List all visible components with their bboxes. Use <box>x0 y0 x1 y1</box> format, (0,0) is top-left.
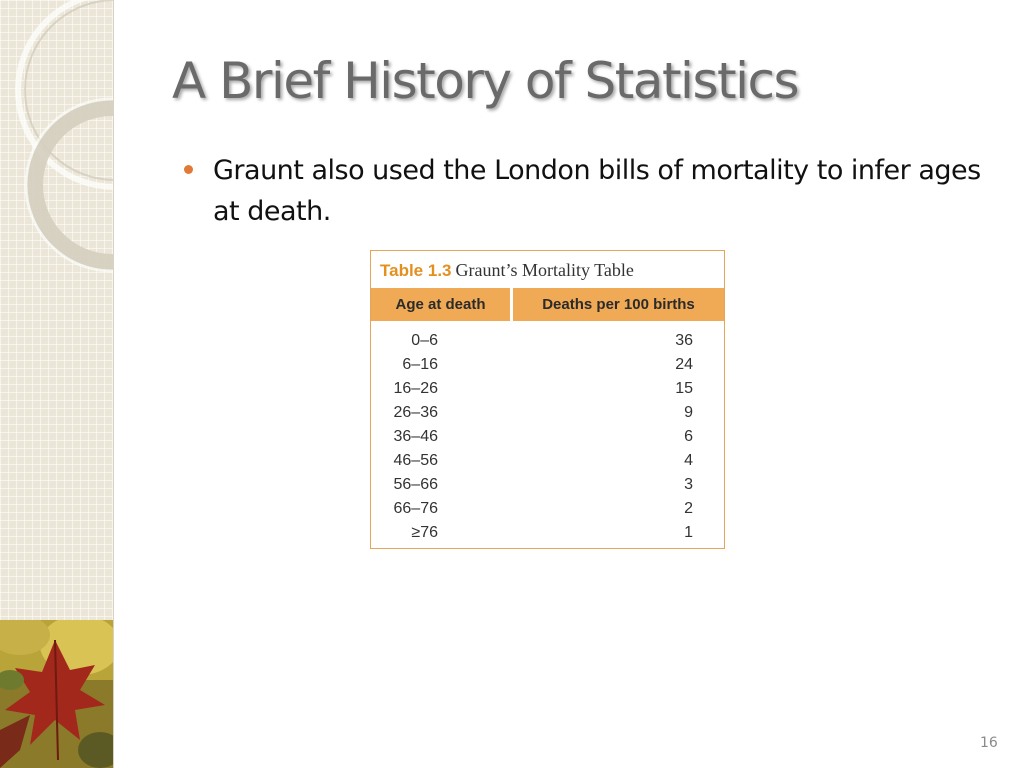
deaths-cell: 3 <box>684 476 693 493</box>
age-cell: ≥76 <box>411 524 438 541</box>
table-row <box>371 497 724 521</box>
age-cell: 36–46 <box>393 428 438 445</box>
deaths-cell: 2 <box>684 500 693 517</box>
deaths-cell: 6 <box>684 428 693 445</box>
age-cell: 26–36 <box>393 404 438 421</box>
slide-page-number: 16 <box>980 735 998 751</box>
mortality-table <box>370 250 725 549</box>
header-age-at-death: Age at death <box>371 288 513 321</box>
table-caption <box>380 260 634 281</box>
deaths-cell: 36 <box>675 332 693 349</box>
autumn-leaves-image <box>0 620 113 768</box>
header-deaths-per-100-births: Deaths per 100 births <box>542 296 695 313</box>
table-number: Table 1.3 <box>380 261 452 280</box>
table-row <box>371 473 724 497</box>
deaths-cell: 9 <box>684 404 693 421</box>
table-row <box>371 353 724 377</box>
age-cell: 56–66 <box>393 476 438 493</box>
table-row <box>371 521 724 545</box>
age-cell: 66–76 <box>393 500 438 517</box>
age-cell: 0–6 <box>411 332 438 349</box>
table-header-row <box>371 288 724 321</box>
deaths-cell: 24 <box>675 356 693 373</box>
bullet-text: Graunt also used the London bills of mortality to infer ages at death. <box>213 155 981 227</box>
age-cell: 46–56 <box>393 452 438 469</box>
table-row <box>371 329 724 353</box>
age-cell: 6–16 <box>402 356 438 373</box>
table-row <box>371 425 724 449</box>
deaths-cell: 1 <box>684 524 693 541</box>
slide-title: A Brief History of Statistics <box>172 52 799 110</box>
table-body <box>371 329 724 545</box>
table-row <box>371 377 724 401</box>
deaths-cell: 15 <box>675 380 693 397</box>
table-name: Graunt’s Mortality Table <box>455 260 634 280</box>
bullet-dot-icon <box>184 165 193 174</box>
deaths-cell: 4 <box>684 452 693 469</box>
age-cell: 16–26 <box>393 380 438 397</box>
decorative-side-panel <box>0 0 114 768</box>
bullet-list <box>180 150 990 232</box>
table-row <box>371 401 724 425</box>
table-row <box>371 449 724 473</box>
bullet-item <box>180 150 990 232</box>
